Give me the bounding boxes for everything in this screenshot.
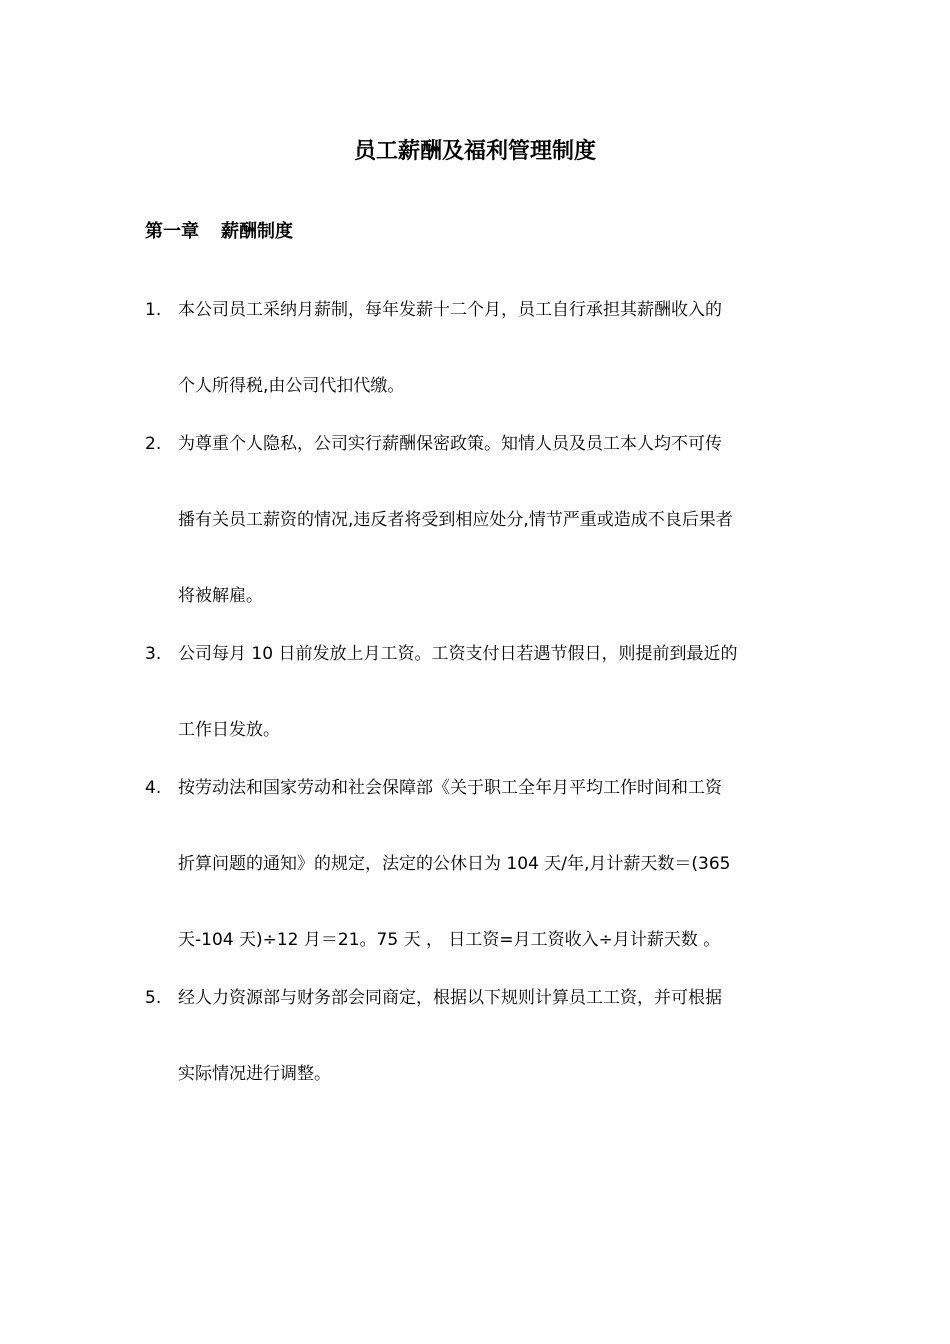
clause-line: 折算问题的通知》的规定，法定的公休日为 104 天/年,月计薪天数＝(365 (178, 854, 731, 874)
clause-item (145, 291, 825, 405)
document-title: 员工薪酬及福利管理制度 (353, 139, 596, 164)
clause-number: 4. (145, 778, 162, 798)
clause-line: 工作日发放。 (178, 720, 280, 740)
clause-line: 公司每月 10 日前发放上月工资。工资支付日若遇节假日，则提前到最近的 (178, 644, 738, 664)
clause-line: 本公司员工采纳月薪制，每年发薪十二个月，员工自行承担其薪酬收入的 (178, 300, 722, 320)
clause-list (145, 291, 825, 1113)
clause-line: 播有关员工薪资的情况,违反者将受到相应处分,情节严重或造成不良后果者 (178, 510, 733, 530)
clause-number: 1. (145, 300, 162, 320)
clause-line: 按劳动法和国家劳动和社会保障部《关于职工全年月平均工作时间和工资 (178, 778, 722, 798)
chapter-title: 薪酬制度 (221, 221, 293, 242)
clause-item (145, 425, 825, 615)
clause-item (145, 979, 825, 1093)
chapter-number: 第一章 (145, 221, 199, 242)
clause-item (145, 769, 825, 959)
clause-line: 经人力资源部与财务部会同商定，根据以下规则计算员工工资，并可根据 (178, 988, 722, 1008)
clause-item (145, 635, 825, 749)
clause-line: 为尊重个人隐私，公司实行薪酬保密政策。知情人员及员工本人均不可传 (178, 434, 722, 454)
clause-line: 将被解雇。 (178, 586, 263, 606)
clause-number: 5. (145, 988, 162, 1008)
clause-number: 3. (145, 644, 162, 664)
clause-number: 2. (145, 434, 162, 454)
clause-line: 实际情况进行调整。 (178, 1064, 331, 1084)
clause-line: 天-104 天)÷12 月＝21。75 天 ， 日工资=月工资收入÷月计薪天数 。 (178, 930, 721, 950)
clause-line: 个人所得税,由公司代扣代缴。 (178, 376, 405, 396)
chapter-heading (145, 216, 293, 248)
